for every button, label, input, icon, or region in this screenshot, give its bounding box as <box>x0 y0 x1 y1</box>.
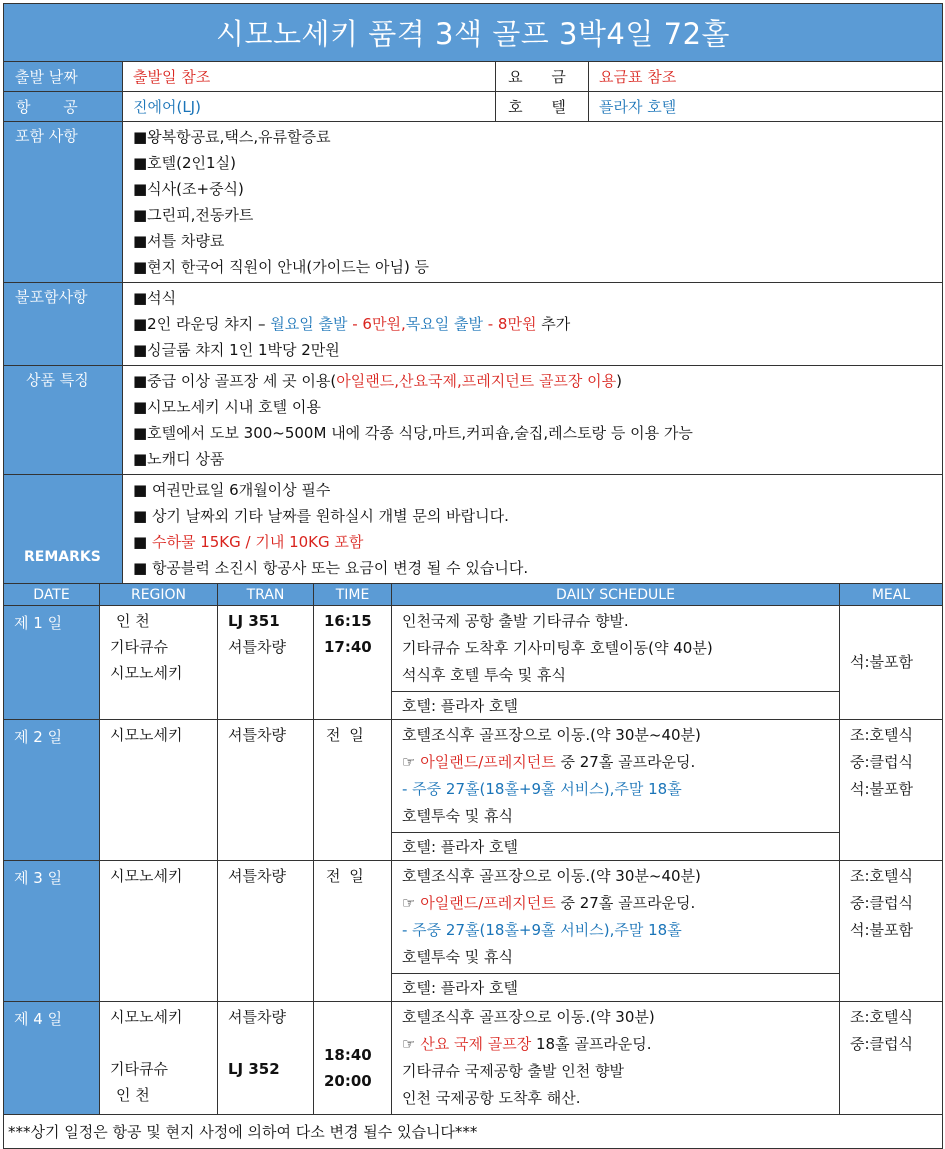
remark-item: ■ 여권만료일 6개월이상 필수 <box>133 481 331 499</box>
feature-item: ■시모노세키 시내 호텔 이용 <box>133 398 321 416</box>
header-region: REGION <box>100 584 218 606</box>
departure-label: 출발 날짜 <box>4 62 123 92</box>
meal-line: 중:클럽식 <box>850 894 914 912</box>
day-transport <box>218 1002 314 1115</box>
day-region: 시모노세키 <box>100 720 218 861</box>
departure-value: 출발일 참조 <box>123 62 496 92</box>
transport-line: 셔틀차량 <box>228 1008 286 1026</box>
remarks-list <box>123 475 943 584</box>
schedule-line: 호텔조식후 골프장으로 이동.(약 30분~40분) <box>402 867 701 885</box>
meal-line: 중:클럽식 <box>850 1035 914 1053</box>
schedule-line: 호텔투숙 및 휴식 <box>402 948 513 966</box>
meal-line: 조:호텔식 <box>850 726 914 744</box>
meal-line: 중:클럽식 <box>850 753 914 771</box>
transport-line: 셔틀차량 <box>228 638 286 656</box>
golf-course-name: 아일랜드/프레지던트 <box>420 753 556 771</box>
pointing-hand-icon: ☞ <box>402 753 416 771</box>
round-charge-suffix: 추가 <box>541 315 571 333</box>
day-time: 전 일 <box>314 861 392 1002</box>
schedule-line-golf <box>402 749 829 776</box>
day-time: 전 일 <box>314 720 392 861</box>
time-line: 16:15 <box>324 612 372 630</box>
day-region <box>100 606 218 720</box>
day-meal <box>840 861 943 1002</box>
region-line: 시모노세키 <box>110 664 183 682</box>
airline-label: 항 공 <box>4 92 123 122</box>
included-item: ■식사(조+중식) <box>133 180 244 198</box>
schedule-text: 중 27홀 골프라운딩. <box>560 894 696 912</box>
monday-price: - 6만원, <box>352 315 406 333</box>
round-charge-prefix: ■2인 라운딩 챠지 – <box>133 315 266 333</box>
schedule-line: 인천국제 공항 출발 기타큐슈 향발. <box>402 612 629 630</box>
remark-item: ■ 상기 날짜외 기타 날짜를 원하실시 개별 문의 바랍니다. <box>133 507 509 525</box>
included-item: ■현지 한국어 직원이 안내(가이드는 아님) 등 <box>133 258 430 276</box>
excluded-label: 불포함사항 <box>4 283 123 366</box>
meal-line: 석:불포함 <box>850 780 914 798</box>
header-daily-schedule: DAILY SCHEDULE <box>392 584 840 606</box>
schedule-text: 18홀 골프라운딩. <box>535 1035 652 1053</box>
day-transport: 셔틀차량 <box>218 861 314 1002</box>
schedule-line: 석식후 호텔 투숙 및 휴식 <box>402 666 566 684</box>
day-hotel: 호텔: 플라자 호텔 <box>392 974 840 1002</box>
day-hotel: 호텔: 플라자 호텔 <box>392 692 840 720</box>
day-schedule <box>392 1002 840 1115</box>
day-meal <box>840 606 943 720</box>
baggage-allowance: 수하물 15KG / 기내 10KG 포함 <box>151 533 364 551</box>
airline-value: 진에어(LJ) <box>123 92 496 122</box>
excluded-item: ■싱글룸 챠지 1인 1박당 2만원 <box>133 341 340 359</box>
day-hotel: 호텔: 플라자 호텔 <box>392 833 840 861</box>
day-transport <box>218 606 314 720</box>
region-line: 기타큐슈 <box>110 1060 168 1078</box>
region-line: 인 천 <box>116 612 150 630</box>
meal-line: 석:불포함 <box>850 921 914 939</box>
included-list <box>123 122 943 283</box>
day-schedule <box>392 606 840 692</box>
included-item: ■셔틀 차량료 <box>133 232 225 250</box>
thursday-departure: 목요일 출발 <box>405 315 483 333</box>
schedule-line-holes: - 주중 27홀(18홀+9홀 서비스),주말 18홀 <box>402 921 682 939</box>
included-item: ■호텔(2인1실) <box>133 154 236 172</box>
time-line: 17:40 <box>324 638 372 656</box>
golf-course-name: 아일랜드/프레지던트 <box>420 894 556 912</box>
excluded-item: ■석식 <box>133 289 177 307</box>
excluded-list <box>123 283 943 366</box>
remark-item: ■ 항공블럭 소진시 항공사 또는 요금이 변경 될 수 있습니다. <box>133 559 529 577</box>
schedule-line: 인천 국제공항 도착후 해산. <box>402 1089 581 1107</box>
feature-text: ) <box>616 372 623 390</box>
header-meal: MEAL <box>840 584 943 606</box>
schedule-line-golf <box>402 890 829 917</box>
day-time <box>314 1002 392 1115</box>
day-label: 제 4 일 <box>4 1002 100 1115</box>
feature-item-golf-courses <box>133 368 932 394</box>
day-region: 시모노세키 <box>100 861 218 1002</box>
included-item: ■그린피,전동카트 <box>133 206 254 224</box>
header-tran: TRAN <box>218 584 314 606</box>
golf-course-names: 아일랜드,산요국제,프레지던트 골프장 이용 <box>336 372 617 390</box>
meal-line: 석:불포함 <box>850 653 914 671</box>
header-date: DATE <box>4 584 100 606</box>
features-label: 상품 특징 <box>4 366 123 475</box>
meal-line: 조:호텔식 <box>850 867 914 885</box>
schedule-line: 호텔조식후 골프장으로 이동.(약 30분) <box>402 1008 655 1026</box>
time-line: 18:40 <box>324 1046 372 1064</box>
pointing-hand-icon: ☞ <box>402 894 416 912</box>
region-line: 시모노세키 <box>110 1008 183 1026</box>
price-value: 요금표 참조 <box>589 62 943 92</box>
schedule-line: 호텔조식후 골프장으로 이동.(약 30분~40분) <box>402 726 701 744</box>
remarks-label: REMARKS <box>4 475 123 584</box>
day-meal <box>840 720 943 861</box>
thursday-price: - 8만원 <box>487 315 537 333</box>
excluded-item-round-charge <box>133 311 932 337</box>
day-label: 제 1 일 <box>4 606 100 720</box>
schedule-text: 중 27홀 골프라운딩. <box>560 753 696 771</box>
remark-item-baggage <box>133 529 932 555</box>
monday-departure: 월요일 출발 <box>270 315 348 333</box>
meal-line: 조:호텔식 <box>850 1008 914 1026</box>
pointing-hand-icon: ☞ <box>402 1035 416 1053</box>
schedule-line: 기타큐슈 도착후 기사미팅후 호텔이동(약 40분) <box>402 639 713 657</box>
day-label: 제 3 일 <box>4 861 100 1002</box>
day-label: 제 2 일 <box>4 720 100 861</box>
day-time <box>314 606 392 720</box>
day-transport: 셔틀차량 <box>218 720 314 861</box>
region-line: 기타큐슈 <box>110 638 168 656</box>
schedule-table <box>3 583 943 1149</box>
feature-item: ■호텔에서 도보 300~500M 내에 각종 식당,마트,커피숍,술집,레스토랑 등 이용 가능 <box>133 424 693 442</box>
hotel-value: 플라자 호텔 <box>589 92 943 122</box>
flight-number: LJ 351 <box>228 612 280 630</box>
price-label: 요 금 <box>496 62 589 92</box>
day-schedule <box>392 720 840 833</box>
features-list <box>123 366 943 475</box>
feature-item: ■노캐디 상품 <box>133 450 225 468</box>
schedule-line: 기타큐슈 국제공항 출발 인천 향발 <box>402 1062 624 1080</box>
golf-course-name: 산요 국제 골프장 <box>420 1035 532 1053</box>
included-item: ■왕복항공료,택스,유류할증료 <box>133 128 331 146</box>
flight-number: LJ 352 <box>228 1060 280 1078</box>
feature-text: ■중급 이상 골프장 세 곳 이용( <box>133 372 337 390</box>
schedule-line-holes: - 주중 27홀(18홀+9홀 서비스),주말 18홀 <box>402 780 682 798</box>
tour-info-table <box>3 3 943 584</box>
schedule-line-golf <box>402 1031 829 1058</box>
schedule-line: 호텔투숙 및 휴식 <box>402 807 513 825</box>
region-line: 인 천 <box>116 1086 150 1104</box>
day-schedule <box>392 861 840 974</box>
footer-notice: ***상기 일정은 항공 및 현지 사정에 의하여 다소 변경 될수 있습니다*** <box>4 1115 943 1149</box>
day-meal <box>840 1002 943 1115</box>
header-time: TIME <box>314 584 392 606</box>
page-title: 시모노세키 품격 3색 골프 3박4일 72홀 <box>4 4 943 62</box>
included-label: 포함 사항 <box>4 122 123 283</box>
hotel-label: 호 텔 <box>496 92 589 122</box>
bullet: ■ <box>133 533 148 551</box>
time-line: 20:00 <box>324 1072 372 1090</box>
day-region <box>100 1002 218 1115</box>
